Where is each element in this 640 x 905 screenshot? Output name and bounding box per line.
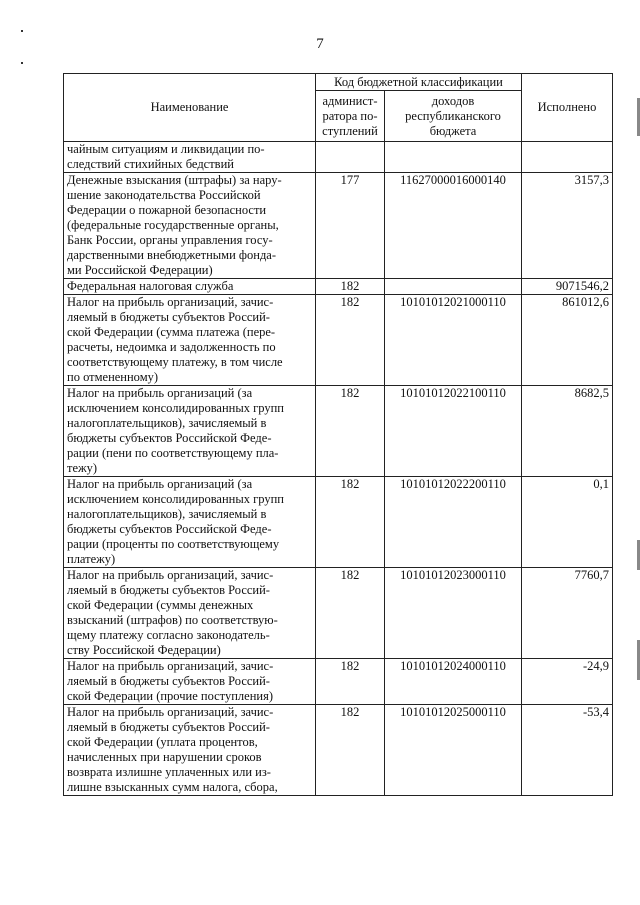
row-name-line: дарственными внебюджетными фонда- <box>67 248 277 262</box>
header-administrator: админист-ратора по-ступлений <box>316 91 385 142</box>
row-amount: 861012,6 <box>522 295 613 386</box>
table-row <box>64 279 613 295</box>
row-revenue-code: 11627000016000140 <box>385 173 522 279</box>
table-row <box>64 142 613 173</box>
row-name-line: Налог на прибыль организаций, зачис- <box>67 568 274 582</box>
row-name-line: Налог на прибыль организаций, зачис- <box>67 659 274 673</box>
row-name-line: ской Федерации (сумма платежа (пере- <box>67 325 276 339</box>
row-amount: -53,4 <box>522 705 613 796</box>
row-revenue-code: 10101012021000110 <box>385 295 522 386</box>
row-amount <box>522 142 613 173</box>
row-name-cell <box>64 279 316 295</box>
row-name-line: Налог на прибыль организаций, зачис- <box>67 295 274 309</box>
table-row <box>64 659 613 705</box>
row-amount: 9071546,2 <box>522 279 613 295</box>
row-name-line: Федерации о пожарной безопасности <box>67 203 267 217</box>
header-classification: Код бюджетной классификации <box>316 74 522 91</box>
row-name-line: Налог на прибыль организаций (за <box>67 477 253 491</box>
row-name-line: ской Федерации (уплата процентов, <box>67 735 258 749</box>
row-name-cell <box>64 477 316 568</box>
row-name-line: следствий стихийных бедствий <box>67 157 234 171</box>
table-row <box>64 295 613 386</box>
header-revenue: доходов республиканского бюджета <box>385 91 522 142</box>
row-name-cell <box>64 142 316 173</box>
row-revenue-code: 10101012022100110 <box>385 386 522 477</box>
row-admin-code: 182 <box>316 659 385 705</box>
row-admin-code: 182 <box>316 295 385 386</box>
row-name-line: лишне взысканных сумм налога, сбора, <box>67 780 278 794</box>
row-name-line: исключением консолидированных групп <box>67 401 284 415</box>
row-name-line: Налог на прибыль организаций, зачис- <box>67 705 274 719</box>
row-name-line: начисленных при нарушении сроков <box>67 750 262 764</box>
row-name-line: бюджеты субъектов Российской Феде- <box>67 431 272 445</box>
row-name-cell <box>64 295 316 386</box>
row-name-line: шение законодательства Российской <box>67 188 261 202</box>
row-name-line: расчеты, недоимка и задолженность по <box>67 340 276 354</box>
row-name-line: налогоплательщиков), зачисляемый в <box>67 507 267 521</box>
row-admin-code: 182 <box>316 705 385 796</box>
row-name-line: возврата излишне уплаченных или из- <box>67 765 271 779</box>
row-name-cell <box>64 173 316 279</box>
row-name-line: чайным ситуациям и ликвидации по- <box>67 142 265 156</box>
row-revenue-code <box>385 142 522 173</box>
header-name: Наименование <box>64 74 316 142</box>
row-name-line: Налог на прибыль организаций (за <box>67 386 253 400</box>
row-name-line: ми Российской Федерации) <box>67 263 213 277</box>
row-name-line: (федеральные государственные органы, <box>67 218 279 232</box>
row-name-line: платежу) <box>67 552 116 566</box>
table-row <box>64 477 613 568</box>
row-name-line: ляемый в бюджеты субъектов Россий- <box>67 583 270 597</box>
row-name-cell <box>64 568 316 659</box>
row-name-line: Федеральная налоговая служба <box>67 279 234 293</box>
row-amount: -24,9 <box>522 659 613 705</box>
row-name-line: ляемый в бюджеты субъектов Россий- <box>67 720 270 734</box>
margin-dot-top <box>21 30 23 32</box>
row-revenue-code: 10101012024000110 <box>385 659 522 705</box>
row-name-line: ству Российской Федерации) <box>67 643 221 657</box>
row-name-line: рации (пени по соответствующему пла- <box>67 446 279 460</box>
margin-dot-bottom <box>21 62 23 64</box>
row-name-cell <box>64 386 316 477</box>
row-revenue-code: 10101012023000110 <box>385 568 522 659</box>
row-admin-code: 182 <box>316 568 385 659</box>
row-name-line: по отмененному) <box>67 370 159 384</box>
row-name-line: бюджеты субъектов Российской Феде- <box>67 522 272 536</box>
header-row <box>64 74 613 91</box>
row-name-line: соответствующему платежу, в том числе <box>67 355 283 369</box>
row-name-line: рации (проценты по соответствующему <box>67 537 280 551</box>
page-number: 7 <box>316 36 324 52</box>
row-name-line: Банк России, органы управления госу- <box>67 233 273 247</box>
row-name-line: ляемый в бюджеты субъектов Россий- <box>67 674 270 688</box>
row-amount: 3157,3 <box>522 173 613 279</box>
row-name-line: исключением консолидированных групп <box>67 492 284 506</box>
row-amount: 8682,5 <box>522 386 613 477</box>
budget-table <box>63 73 613 796</box>
row-name-cell <box>64 659 316 705</box>
table-body <box>64 142 613 796</box>
row-name-line: ляемый в бюджеты субъектов Россий- <box>67 310 270 324</box>
row-revenue-code: 10101012022200110 <box>385 477 522 568</box>
table-row <box>64 386 613 477</box>
row-admin-code: 177 <box>316 173 385 279</box>
table-row <box>64 173 613 279</box>
row-name-line: ской Федерации (прочие поступления) <box>67 689 273 703</box>
row-amount: 7760,7 <box>522 568 613 659</box>
row-admin-code: 182 <box>316 477 385 568</box>
row-admin-code <box>316 142 385 173</box>
row-name-line: налогоплательщиков), зачисляемый в <box>67 416 267 430</box>
row-revenue-code <box>385 279 522 295</box>
row-admin-code: 182 <box>316 279 385 295</box>
row-admin-code: 182 <box>316 386 385 477</box>
row-name-line: Денежные взыскания (штрафы) за нару- <box>67 173 282 187</box>
row-name-cell <box>64 705 316 796</box>
row-name-line: взысканий (штрафов) по соответствую- <box>67 613 278 627</box>
table-row <box>64 568 613 659</box>
row-name-line: щему платежу согласно законодатель- <box>67 628 270 642</box>
row-name-line: ской Федерации (суммы денежных <box>67 598 254 612</box>
header-executed: Исполнено <box>522 74 613 142</box>
row-revenue-code: 10101012025000110 <box>385 705 522 796</box>
table-row <box>64 705 613 796</box>
row-name-line: тежу) <box>67 461 98 475</box>
row-amount: 0,1 <box>522 477 613 568</box>
